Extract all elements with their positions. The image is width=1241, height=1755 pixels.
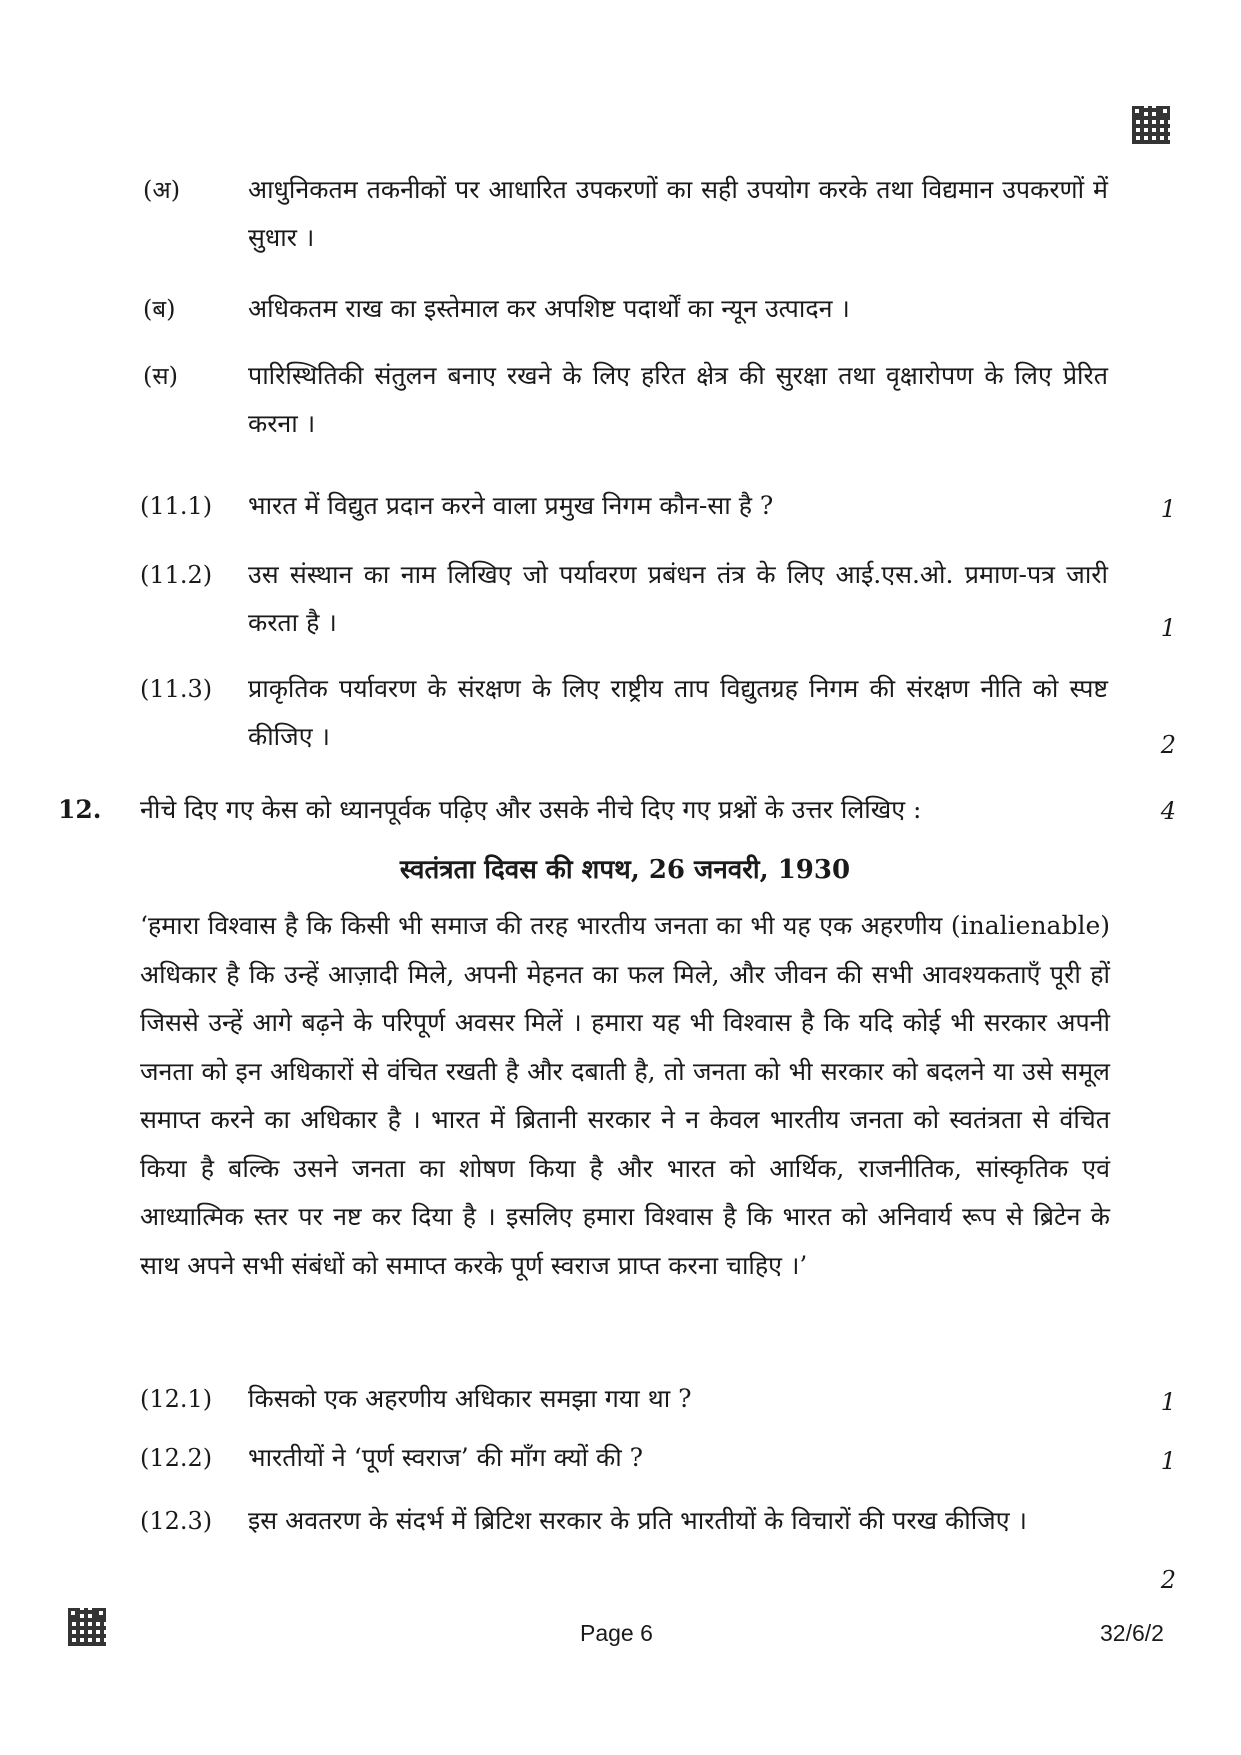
- qr-code-top-right: [1132, 106, 1170, 144]
- sub-question-label: (11.3): [140, 675, 213, 703]
- marks: 2: [1160, 731, 1176, 759]
- question-number: 12.: [58, 795, 102, 824]
- sub-question-label: (12.2): [140, 1444, 213, 1472]
- sub-question-text: इस अवतरण के संदर्भ में ब्रिटिश सरकार के प्रति भारतीयों के विचारों की परख कीजिए ।: [248, 1506, 1027, 1535]
- question-text: नीचे दिए गए केस को ध्यानपूर्वक पढ़िए और उसके नीचे दिए गए प्रश्नों के उत्तर लिखिए :: [140, 795, 922, 824]
- sub-question-text: भारत में विद्युत प्रदान करने वाला प्रमुख निगम कौन-सा है ?: [248, 491, 774, 520]
- marks: 1: [1160, 1447, 1176, 1475]
- marks: 1: [1160, 495, 1176, 523]
- sub-question-text: किसको एक अहरणीय अधिकार समझा गया था ?: [248, 1384, 692, 1413]
- marks: 2: [1160, 1566, 1176, 1594]
- sub-question-text: भारतीयों ने ‘पूर्ण स्वराज’ की माँग क्यों की ?: [248, 1443, 644, 1472]
- sub-question-text: प्राकृतिक पर्यावरण के संरक्षण के लिए राष्ट्रीय ताप विद्युतग्रह निगम की संरक्षण नीति को स्पष्ट कीजिए ।: [248, 674, 1108, 751]
- sub-question-label: (11.1): [140, 492, 213, 520]
- sub-question-text: उस संस्थान का नाम लिखिए जो पर्यावरण प्रबंधन तंत्र के लिए आई.एस.ओ. प्रमाण-पत्र जारी करता है ।: [248, 560, 1108, 637]
- option-label: (स): [143, 362, 178, 390]
- qr-code-bottom-left: [68, 1608, 106, 1646]
- sub-question-label: (12.3): [140, 1507, 213, 1535]
- page-number: Page 6: [580, 1620, 653, 1646]
- option-label: (अ): [143, 176, 181, 204]
- case-passage: ‘हमारा विश्वास है कि किसी भी समाज की तरह भारतीय जनता का भी यह एक अहरणीय (inalienable) अधिकार है कि उन्हें आज़ादी मिले, अपनी मेहनत का फल मिले, और जीवन की सभी आवश्यकताएँ पूरी हों जिससे उन्हें आगे बढ़ने के परिपूर्ण अवसर मिलें । हमारा यह भी विश्वास है कि यदि कोई भी सरकार अपनी जनता को इन अधिकारों से वंचित रखती है और दबाती है, तो जनता को भी सरकार को बदलने या उसे समूल समाप्त करने का अधिकार है । भारत में ब्रितानी सरकार ने न केवल भारतीय जनता को स्वतंत्रता से वंचित किया है बल्कि उसने जनता का शोषण किया है और भारत को आर्थिक, राजनीतिक, सांस्कृतिक एवं आध्यात्मिक स्तर पर नष्ट कर दिया है । इसलिए हमारा विश्वास है कि भारत को अनिवार्य रूप से ब्रिटेन के साथ अपने सभी संबंधों को समाप्त करके पूर्ण स्वराज प्राप्त करना चाहिए ।’: [140, 911, 1110, 1280]
- marks: 4: [1160, 797, 1176, 825]
- paper-code: 32/6/2: [1100, 1620, 1164, 1646]
- option-label: (ब): [143, 295, 176, 323]
- option-text: अधिकतम राख का इस्तेमाल कर अपशिष्ट पदार्थों का न्यून उत्पादन ।: [248, 294, 850, 323]
- sub-question-label: (12.1): [140, 1385, 213, 1413]
- sub-question-label: (11.2): [140, 561, 213, 589]
- option-text: आधुनिकतम तकनीकों पर आधारित उपकरणों का सही उपयोग करके तथा विद्यमान उपकरणों में सुधार ।: [248, 175, 1108, 252]
- marks: 1: [1160, 614, 1176, 642]
- marks: 1: [1160, 1388, 1176, 1416]
- option-text: पारिस्थितिकी संतुलन बनाए रखने के लिए हरित क्षेत्र की सुरक्षा तथा वृक्षारोपण के लिए प्रेरित करना ।: [248, 361, 1108, 438]
- case-title: स्वतंत्रता दिवस की शपथ, 26 जनवरी, 1930: [399, 855, 851, 885]
